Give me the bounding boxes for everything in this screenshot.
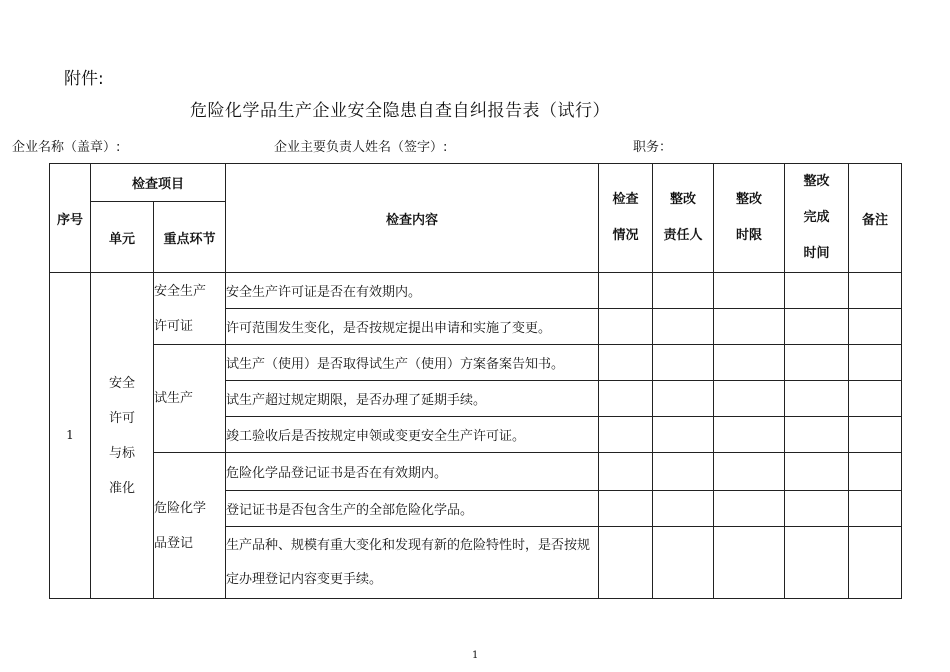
completion-cell[interactable] (785, 417, 849, 453)
key-link-line: 试生产 (154, 391, 194, 406)
completion-cell[interactable] (785, 527, 849, 599)
completion-cell[interactable] (785, 381, 849, 417)
page-number: 1 (472, 650, 479, 661)
key-link-line: 许可证 (154, 318, 194, 334)
seq-cell (50, 273, 91, 599)
header-responsible-line1: 整改 (670, 192, 697, 207)
completion-cell[interactable] (785, 491, 849, 527)
completion-cell[interactable] (785, 273, 849, 309)
attachment-label: 附件: (64, 69, 104, 89)
deadline-cell[interactable] (714, 527, 785, 599)
header-completion-line2: 完成 (803, 210, 830, 225)
status-cell[interactable] (599, 345, 653, 381)
remark-cell[interactable] (849, 453, 902, 491)
deadline-cell[interactable] (714, 309, 785, 345)
responsible-cell[interactable] (653, 417, 714, 453)
header-deadline-line1: 整改 (736, 192, 763, 207)
unit-line: 许可 (108, 410, 135, 426)
responsible-cell[interactable] (653, 527, 714, 599)
completion-cell[interactable] (785, 345, 849, 381)
content-cell: 许可范围发生变化，是否按规定提出申请和实施了变更。 (226, 309, 599, 345)
header-status (599, 164, 653, 273)
unit-line: 准化 (108, 480, 135, 496)
header-status-line2: 情况 (612, 228, 639, 243)
header-row-1 (50, 164, 902, 202)
unit-cell (91, 273, 154, 599)
content-cell: 竣工验收后是否按规定申领或变更安全生产许可证。 (226, 417, 599, 453)
deadline-cell[interactable] (714, 381, 785, 417)
key-link-line: 安全生产 (154, 283, 207, 299)
unit-line: 与标 (108, 445, 135, 461)
status-cell[interactable] (599, 417, 653, 453)
header-key-link: 重点环节 (154, 202, 226, 273)
remark-cell[interactable] (849, 491, 902, 527)
status-cell[interactable] (599, 309, 653, 345)
status-cell[interactable] (599, 491, 653, 527)
header-completion-line1: 整改 (803, 174, 830, 189)
responsible-cell[interactable] (653, 491, 714, 527)
key-link-line: 危险化学 (154, 500, 207, 516)
deadline-cell[interactable] (714, 491, 785, 527)
seq-number: 1 (66, 428, 74, 442)
responsible-cell[interactable] (653, 309, 714, 345)
header-inspect-item: 检查项目 (91, 164, 226, 202)
key-link-cell (154, 453, 226, 599)
header-remark: 备注 (849, 164, 902, 273)
status-cell[interactable] (599, 381, 653, 417)
content-cell: 危险化学品登记证书是否在有效期内。 (226, 453, 599, 491)
principal-name-field: 企业主要负责人姓名（签字）: (274, 140, 448, 155)
content-cell: 登记证书是否包含生产的全部危险化学品。 (226, 491, 599, 527)
responsible-cell[interactable] (653, 345, 714, 381)
status-cell[interactable] (599, 527, 653, 599)
key-link-cell (154, 273, 226, 345)
status-cell[interactable] (599, 453, 653, 491)
header-responsible-line2: 责任人 (663, 228, 703, 243)
header-unit: 单元 (91, 202, 154, 273)
remark-cell[interactable] (849, 273, 902, 309)
position-field: 职务： (633, 140, 673, 155)
deadline-cell[interactable] (714, 273, 785, 309)
status-cell[interactable] (599, 273, 653, 309)
table-row (50, 453, 902, 491)
header-completion (785, 164, 849, 273)
remark-cell[interactable] (849, 345, 902, 381)
page-title: 危险化学品生产企业安全隐患自查自纠报告表（试行） (190, 101, 610, 121)
remark-cell[interactable] (849, 381, 902, 417)
completion-cell[interactable] (785, 309, 849, 345)
content-cell: 生产品种、规模有重大变化和发现有新的危险特性时，是否按规定办理登记内容变更手续。 (226, 527, 599, 599)
header-deadline-line2: 时限 (736, 228, 763, 243)
responsible-cell[interactable] (653, 381, 714, 417)
key-link-cell (154, 345, 226, 453)
content-cell: 试生产（使用）是否取得试生产（使用）方案备案告知书。 (226, 345, 599, 381)
header-responsible (653, 164, 714, 273)
remark-cell[interactable] (849, 527, 902, 599)
completion-cell[interactable] (785, 453, 849, 491)
table-row (50, 273, 902, 309)
table-row (50, 345, 902, 381)
deadline-cell[interactable] (714, 453, 785, 491)
key-link-line: 品登记 (154, 535, 194, 551)
unit-line: 安全 (108, 375, 135, 391)
inspection-table (49, 163, 902, 599)
header-deadline (714, 164, 785, 273)
deadline-cell[interactable] (714, 345, 785, 381)
header-status-line1: 检查 (612, 192, 639, 207)
header-seq: 序号 (50, 164, 91, 273)
responsible-cell[interactable] (653, 453, 714, 491)
header-completion-line3: 时间 (803, 246, 830, 261)
deadline-cell[interactable] (714, 417, 785, 453)
header-content: 检查内容 (226, 164, 599, 273)
content-cell: 试生产超过规定期限，是否办理了延期手续。 (226, 381, 599, 417)
responsible-cell[interactable] (653, 273, 714, 309)
content-cell: 安全生产许可证是否在有效期内。 (226, 273, 599, 309)
remark-cell[interactable] (849, 309, 902, 345)
remark-cell[interactable] (849, 417, 902, 453)
company-name-field: 企业名称（盖章）: (12, 140, 121, 155)
